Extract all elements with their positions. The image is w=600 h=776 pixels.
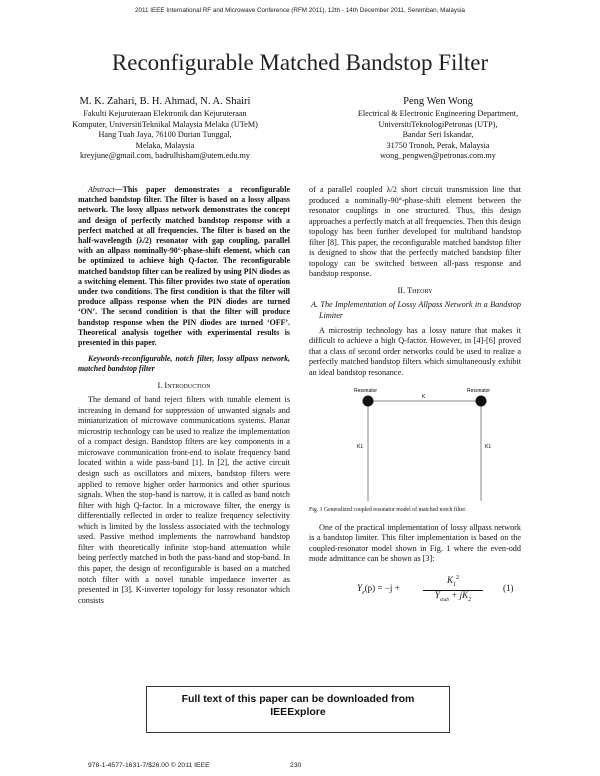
section-heading-introduction: I. Introduction	[157, 380, 211, 390]
banner-line-1: Full text of this paper can be downloaded from	[181, 693, 415, 705]
affiliation-line: Bandar Seri Iskandar,	[402, 130, 474, 140]
equation-denominator: $Y_{stub} + jK_2$	[434, 589, 472, 603]
coupling-label-k1-left: K1	[357, 444, 364, 451]
keywords: Keywords-reconfigurable, notch filter, lossy allpass network, matched bandstop filter	[78, 354, 290, 374]
author-names-left: M. K. Zahari, B. H. Ahmad, N. A. Shairi	[79, 96, 251, 107]
equation-number: (1)	[503, 582, 514, 593]
theory-paragraph: A microstrip technology has a lossy nature that makes it difficult to achieve a high Q-factor. However, in [4]-[6] proved that a class of second order networks could be used to realize a perfectly matched bandstop filters which simultaneously exhibit an ideal bandstop resonance.	[309, 325, 521, 377]
conference-header: 2011 IEEE International RF and Microwave Conference (RFM 2011), 12th - 14th December 2011, Seremban, Malaysia	[134, 7, 466, 14]
affiliation-line: Electrical & Electronic Engineering Department,	[357, 109, 519, 118]
intro-paragraph: The demand of band reject filters with tunable element is increasing in demand for suppression of unwanted signals and miniaturization of microwave communications systems. Planar microstrip technology can be used to realize the implementation of a compact design. Bandstop filters are key components in a microwave communication front-end to isolate frequency band located within a wide pass-band [1]. In [2], the active circuit design such as oscillators and mixers, bandstop filters were applied to remove higher order harmonics and other spurious signals. When the stop-band is narrow, it is called as band notch filter with high Q-factor. In a microwave filter, the energy is differentially reflected in order to realize frequency selectivity which is limited by the lossless associated with the technology used. Passive method implements the narrowband bandstop filter with theoretically infinite stop-band attenuation while being perfectly matched in both the pass-band and stop-band. In this paper, the design of reconfigurable is based on a matched notch filter with a novel tunable impedance inverter as presented in [3]. K-inverter topology for lossy resonator which consists	[78, 395, 290, 605]
banner-line-2: IEEExplore	[270, 706, 326, 718]
paper-title: Reconfigurable Matched Bandstop Filter	[111, 50, 489, 75]
abstract	[78, 185, 290, 348]
affiliation-line: Melaka, Malaysia	[135, 140, 195, 150]
resonator-label-right: Resonator	[467, 388, 491, 395]
author-block-left	[40, 96, 290, 162]
figure-1-resonator-model	[309, 383, 521, 505]
intro-continued-paragraph: of a parallel coupled λ/2 short circuit transmission line that produced a nominally-90°-phase-shift element between the resonator couplings in one structured. Thus, this design approaches a perfectly match at all frequencies. Then this design topology has been further developed for multiband bandstop filter [8]. This paper, the reconfigurable matched bandstop filter is designed to show that the perfectly matched bandstop filter topology can be switched between all-pass response and bandstop response.	[309, 185, 521, 279]
author-email-right: wong_pengwen@petronas.com.my	[380, 151, 496, 161]
resonator-label-left: Resonator	[354, 388, 378, 395]
download-banner[interactable]	[146, 686, 450, 733]
author-email-left: kreyjune@gmail.com, badrulhisham@utem.edu.my	[80, 151, 250, 161]
subsection-heading: A. The Implementation of Lossy Allpass Network in a Bandstop Limiter	[311, 300, 521, 321]
figure-caption: Fig. 1 Generalized coupled resonator model of matched notch filter.	[309, 507, 467, 514]
affiliation-line: 31750 Tronoh, Perak, Malaysia	[386, 140, 490, 150]
abstract-label: Abstract	[88, 185, 115, 194]
page-number: 230	[290, 762, 302, 769]
resonator-node-left	[363, 396, 374, 407]
affiliation-line: Komputer, UniversitiTeknikal Malaysia Melaka (UTeM)	[72, 119, 258, 129]
equation-numerator: $K_1^2$	[423, 573, 483, 591]
resonator-node-right	[476, 396, 487, 407]
right-column	[309, 185, 521, 609]
coupling-label-k1-right: K1	[485, 444, 492, 451]
theory-paragraph-2: One of the practical implementation of lossy allpass network is a bandstop limiter. This filter implementation is based on the coupled-resonator model shown in Fig. 1 where the even-odd mode admittance can be shown as [3]:	[309, 522, 521, 564]
resonator-diagram	[309, 383, 521, 505]
coupling-label-k: K	[422, 394, 426, 401]
equation-lhs: $Y_e(p) = -j$ +	[357, 582, 400, 596]
affiliation-line: Hang Tuah Jaya, 76100 Durian Tunggal,	[98, 130, 232, 140]
abstract-text: —This paper demonstrates a reconfigurable matched bandstop filter. The filter is based on a lossy allpass network. The lossy allpass network demonstrates the concept and design of perfectly matched bandstop response with a perfect matched at all frequencies. The filter is based on the half-wavelength (λ/2) resonator with gap coupling, parallel with an allpass nominally-90°-phase-shift element, which can be optimized to achieve high Q-factor. The reconfigurable matched bandstop filter can be realized by using PIN diodes as a switching element. This filter provides two state of operation under two conditions. The first condition is that the filter will produce allpass response when the PIN diodes are turned ‘ON’. The second condition is that the filter will produce bandstop response when the PIN diodes are turned ‘OFF’. Theoretical analysis together with experimental results is presented in this paper.	[78, 185, 290, 348]
section-heading-theory: II. Theory	[397, 285, 433, 295]
affiliation-line: Fakulti Kejuruteraan Elektronik dan Kejuruteraan	[83, 109, 247, 118]
author-names-right: Peng Wen Wong	[403, 96, 473, 107]
copyright-footer: 978-1-4577-1631-7/$26.00 © 2011 IEEE	[88, 762, 210, 769]
left-column	[78, 185, 290, 606]
affiliation-line: UniversitiTeknologiPetronas (UTP),	[378, 119, 498, 129]
equation-1	[309, 569, 521, 609]
author-block-right	[318, 96, 558, 162]
